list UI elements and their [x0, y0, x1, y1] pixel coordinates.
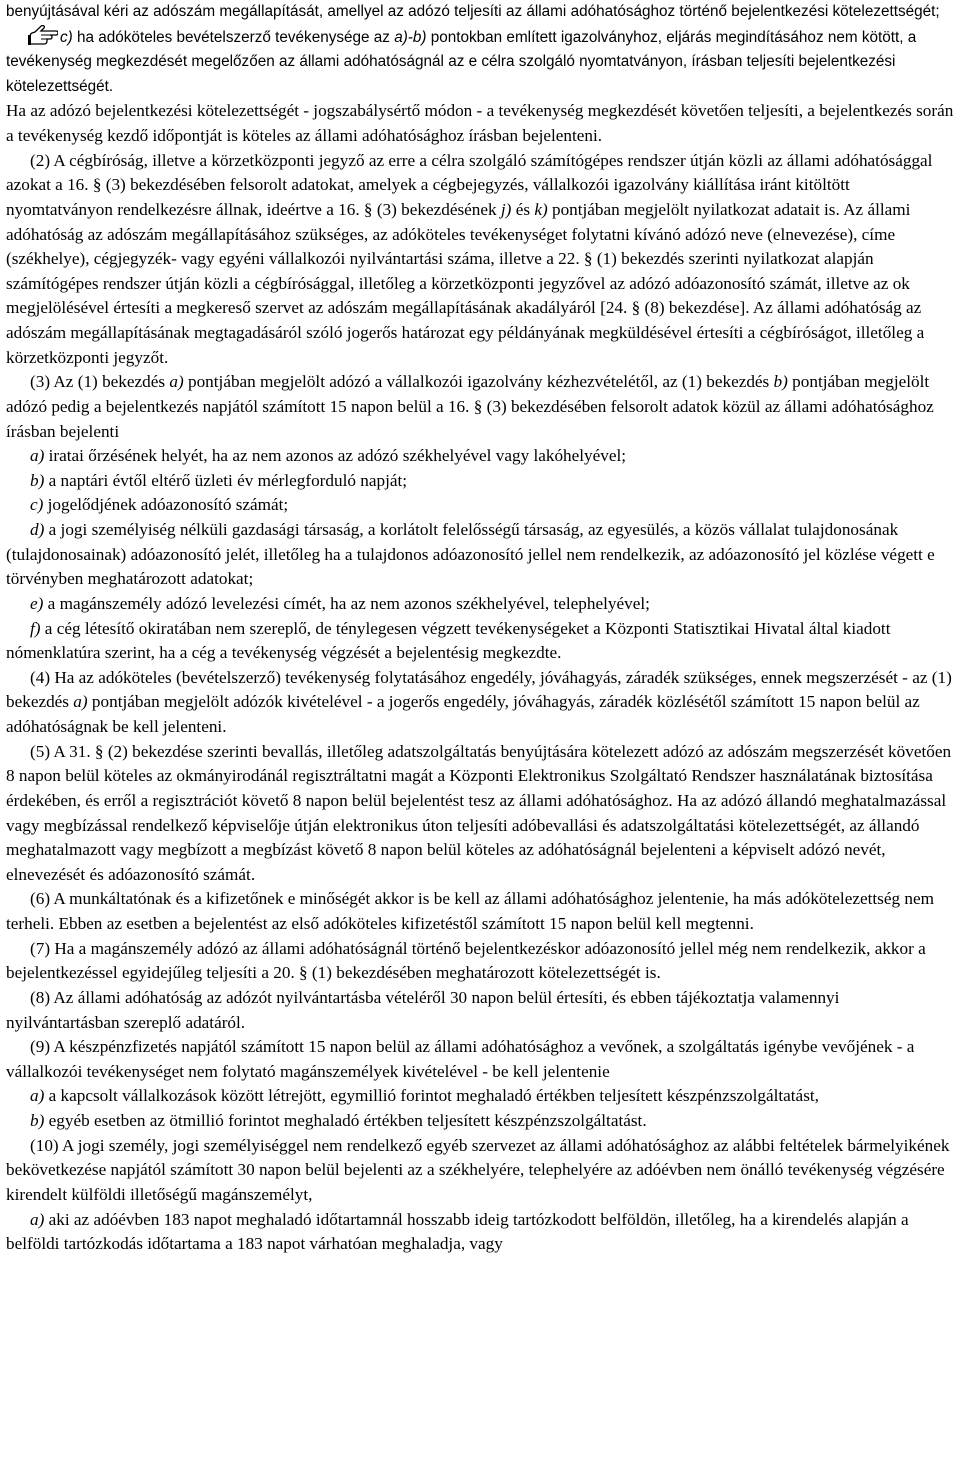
paragraph-p2-segment: j) [500, 199, 512, 219]
point-c-ref: a)-b) [394, 28, 427, 46]
paragraph-p10a [6, 1208, 954, 1257]
paragraph-p9a-segment: a) [30, 1086, 45, 1106]
paragraph-p1-cont-segment: Ha az adózó bejelentkezési kötelezettségét - jogszabálysértő módon - a tevékenység megkezdését követően teljesíti, a bejelentkezés során a tevékenység kezdő időpontját is köteles az állami adóhatósághoz írásban bejelenteni. [6, 101, 954, 145]
paragraph-p4 [6, 666, 954, 740]
point-c-text-1: ha adóköteles bevételszerző tevékenysége az [77, 28, 390, 46]
paragraph-p3e [6, 592, 954, 617]
paragraph-p5 [6, 740, 954, 888]
point-c-label: c) [60, 28, 73, 46]
paragraph-p3-segment: pontjában megjelölt adózó pedig a bejelentkezés napjától számított 15 napon belül a 16. § (3) bekezdésében felsorolt adatok közül az állami adóhatósághoz írásban bejelenti [6, 372, 934, 441]
intro-line-1: benyújtásával kéri az adószám megállapítását, amellyel az adózó teljesíti az állami adóhatósághoz történő bejelentkezési kötelezettségét; [6, 3, 940, 20]
paragraph-p7 [6, 937, 954, 986]
paragraph-p9-segment: (9) A készpénzfizetés napjától számított 15 napon belül az állami adóhatósághoz a vevőnek, a szolgáltatás igénybe vevőjének - a vállalkozói tevékenységet nem folytató magánszemélyek kivételével - be kell jelentenie [6, 1037, 915, 1081]
intro-block [6, 0, 954, 99]
paragraph-p3a [6, 444, 954, 469]
paragraph-p4-segment: a) [73, 692, 88, 712]
paragraph-p3e-segment: e) [30, 593, 44, 613]
paragraph-p6 [6, 887, 954, 936]
paragraph-p3f-segment: f) [30, 618, 41, 638]
pointing-hand-icon [28, 25, 58, 45]
paragraph-p3-segment: (3) Az (1) bekezdés [30, 372, 170, 392]
paragraph-p3b-segment: b) [30, 470, 45, 490]
paragraph-p8 [6, 986, 954, 1035]
paragraph-p2-segment: és [511, 199, 535, 219]
paragraph-p2-segment: pontjában megjelölt nyilatkozat adatait is. Az állami adóhatóság az adószám megállapításához szükséges, az adóköteles tevékenységet folytatni kívánó adózó neve (elnevezése), címe (székhelye), cégjegyzék- vagy egyéni vállalkozói nyilvántartási száma, illetve a 22. § (1) bekezdés szerinti nyilatkozat alapján számítógépes rendszer útján közli a cégbírósággal, illetőleg a körzetközponti jegyzővel az adózó adóazonosító számát, illetve az ok megjelölésével értesíti a megkereső szervet az adószám megállapításának akadályáról [24. § (8) bekezdése]. Az állami adóhatóság az adószám megállapításának megtagadásáról szóló jogerős határozat egy példányának megküldésével értesíti a cégbíróságot, illetőleg a körzetközponti jegyzőt. [6, 199, 925, 367]
paragraph-p9b-segment: egyéb esetben az ötmillió forintot meghaladó értékben teljesített készpénzszolgáltatást. [44, 1111, 647, 1130]
paragraph-p2 [6, 149, 954, 371]
paragraph-p8-segment: (8) Az állami adóhatóság az adózót nyilvántartásba vételéről 30 napon belül értesíti, és ebben tájékoztatja valamennyi nyilvántartásban szereplő adatáról. [6, 987, 840, 1032]
paragraph-p3a-segment: iratai őrzésének helyét, ha az nem azonos az adózó székhelyével vagy lakóhelyével; [44, 446, 627, 466]
paragraph-p3f [6, 617, 954, 666]
paragraph-p3d-segment: a jogi személyiség nélküli gazdasági társaság, a korlátolt felelősségű társaság, az egyesülés, a közös vállalat tulajdonosának (tulajdonosainak) adóazonosító jelét, illetőleg ha a tulajdonos adóazonosító jellel nem rendelkezik, az adóazonosító jel közlése végett e törvényben meghatározott adatokat; [6, 520, 935, 589]
paragraph-p2-segment: k) [534, 199, 548, 219]
paragraph-p3d-segment: d) [30, 520, 45, 539]
paragraph-p1-cont [6, 99, 954, 148]
paragraph-p3-segment: a) [169, 372, 184, 392]
paragraph-p7-segment: (7) Ha a magánszemély adózó az állami adóhatóságnál történő bejelentkezéskor adóazonosító jellel még nem rendelkezik, akkor a bejelentkezéssel egyidejűleg teljesíti a 20. § (1) bekezdésében meghatározott kötelezettségét is. [6, 938, 926, 983]
paragraph-p3e-segment: a magánszemély adózó levelezési címét, ha az nem azonos székhelyével, telephelyével; [43, 593, 650, 613]
paragraph-p3c [6, 493, 954, 518]
paragraph-p4-segment: (4) Ha az adóköteles (bevételszerző) tevékenység folytatásához engedély, jóváhagyás, záradék szükséges, ennek megszerzését - az (1) bekezdés [6, 667, 952, 712]
paragraph-p9b-segment: b) [30, 1111, 45, 1130]
paragraph-p9a [6, 1084, 954, 1109]
paragraph-p6-segment: (6) A munkáltatónak és a kifizetőnek e minőségét akkor is be kell az állami adóhatósághoz jelentenie, ha más adókötelezettség nem terheli. Ebben az esetben a bejelentést az első adóköteles kifizetéstől számított 15 napon belül kell megtenni. [6, 889, 934, 933]
paragraph-p10-segment: (10) A jogi személy, jogi személyiséggel nem rendelkező egyéb szervezet az állami adóhatósághoz az alábbi feltételek bármelyikének bekövetkezése napjától számított 30 napon belül bejelenti az a székhelyére, telephelyére az adóévben nem önálló tevékenység végzésére kirendelt külföldi illetőségű magánszemélyt, [6, 1135, 950, 1204]
paragraph-p3 [6, 370, 954, 444]
paragraph-p4-segment: pontjában megjelölt adózók kivételével - a jogerős engedély, jóváhagyás, záradék közlésétől számított 15 napon belül az adóhatóságnak be kell jelenteni. [6, 692, 920, 736]
paragraph-p9 [6, 1035, 954, 1084]
paragraph-p3c-segment: c) [30, 495, 44, 515]
paragraph-p10a-segment: aki az adóévben 183 napot meghaladó időtartamnál hosszabb ideig tartózkodott belföldön, illetőleg, ha a kirendelés alapján a belföldi tartózkodás időtartama a 183 napot várhatóan meghaladja, vagy [6, 1209, 909, 1254]
paragraph-p9b [6, 1109, 954, 1134]
paragraph-p2-segment: (2) A cégbíróság, illetve a körzetközponti jegyző az erre a célra szolgáló számítógépes rendszer útján közli az állami adóhatósággal azokat a 16. § (3) bekezdésében felsorolt adatokat, amelyek a cégbejegyzés, vállalkozói igazolvány kiállítása iránt kitöltött nyomtatványon rendelkezésre állnak, ideértve a 16. § (3) bekezdésének [6, 150, 933, 219]
paragraph-p10 [6, 1134, 954, 1208]
paragraph-p9a-segment: a kapcsolt vállalkozások között létrejött, egymillió forintot meghaladó értékben teljesített készpénzszolgáltatást, [44, 1086, 819, 1106]
paragraph-p3c-segment: jogelődjének adóazonosító számát; [43, 495, 289, 515]
paragraph-p3-segment: b) [773, 372, 788, 392]
paragraph-p3d [6, 518, 954, 592]
point-c [6, 25, 954, 100]
paragraph-p5-segment: (5) A 31. § (2) bekezdése szerinti bevallás, illetőleg adatszolgáltatás benyújtására kötelezett adózó az adószám megszerzését követően 8 napon belül köteles az okmányirodánál regisztráltatni magát a Központi Elektronikus Szolgáltató Rendszer használatának biztosítása érdekében, és erről a regisztrációt követő 8 napon belül bejelentést tesz az állami adóhatósághoz. Ha az adózó állandó meghatalmazással vagy megbízással rendelkező képviselője útján elektronikus úton teljesíti adóbevallási és adatszolgáltatási kötelezettségét, az állandó meghatalmazott vagy megbízott a megbízást követő 8 napon belül köteles az adóhatóságnál bejelenteni a képviselt adózó nevét, elnevezését és adóazonosító számát. [6, 741, 952, 884]
paragraph-p3b-segment: a naptári évtől eltérő üzleti év mérlegforduló napját; [44, 470, 408, 490]
paragraph-p3b [6, 469, 954, 494]
paragraph-p3-segment: pontjában megjelölt adózó a vállalkozói igazolvány kézhezvételétől, az (1) bekezdés [183, 372, 774, 392]
point-c-text-2: pontokban említett igazolványhoz, eljárás megindításához nem kötött, a tevékenység megkezdését megelőzően az állami adóhatóságnál az e célra szolgáló nyomtatványon, írásban teljesíti bejelentkezési kötelezettségét. [6, 28, 917, 95]
body-text [6, 99, 954, 1256]
paragraph-p3f-segment: a cég létesítő okiratában nem szereplő, de ténylegesen végzett tevékenységeket a Központi Statisztikai Hivatal által kiadott nómenklatúra szerint, ha a cég a tevékenység végzését a bejelentésig megkezdte. [6, 618, 891, 663]
paragraph-p3a-segment: a) [30, 446, 45, 466]
paragraph-p10a-segment: a) [30, 1209, 45, 1229]
